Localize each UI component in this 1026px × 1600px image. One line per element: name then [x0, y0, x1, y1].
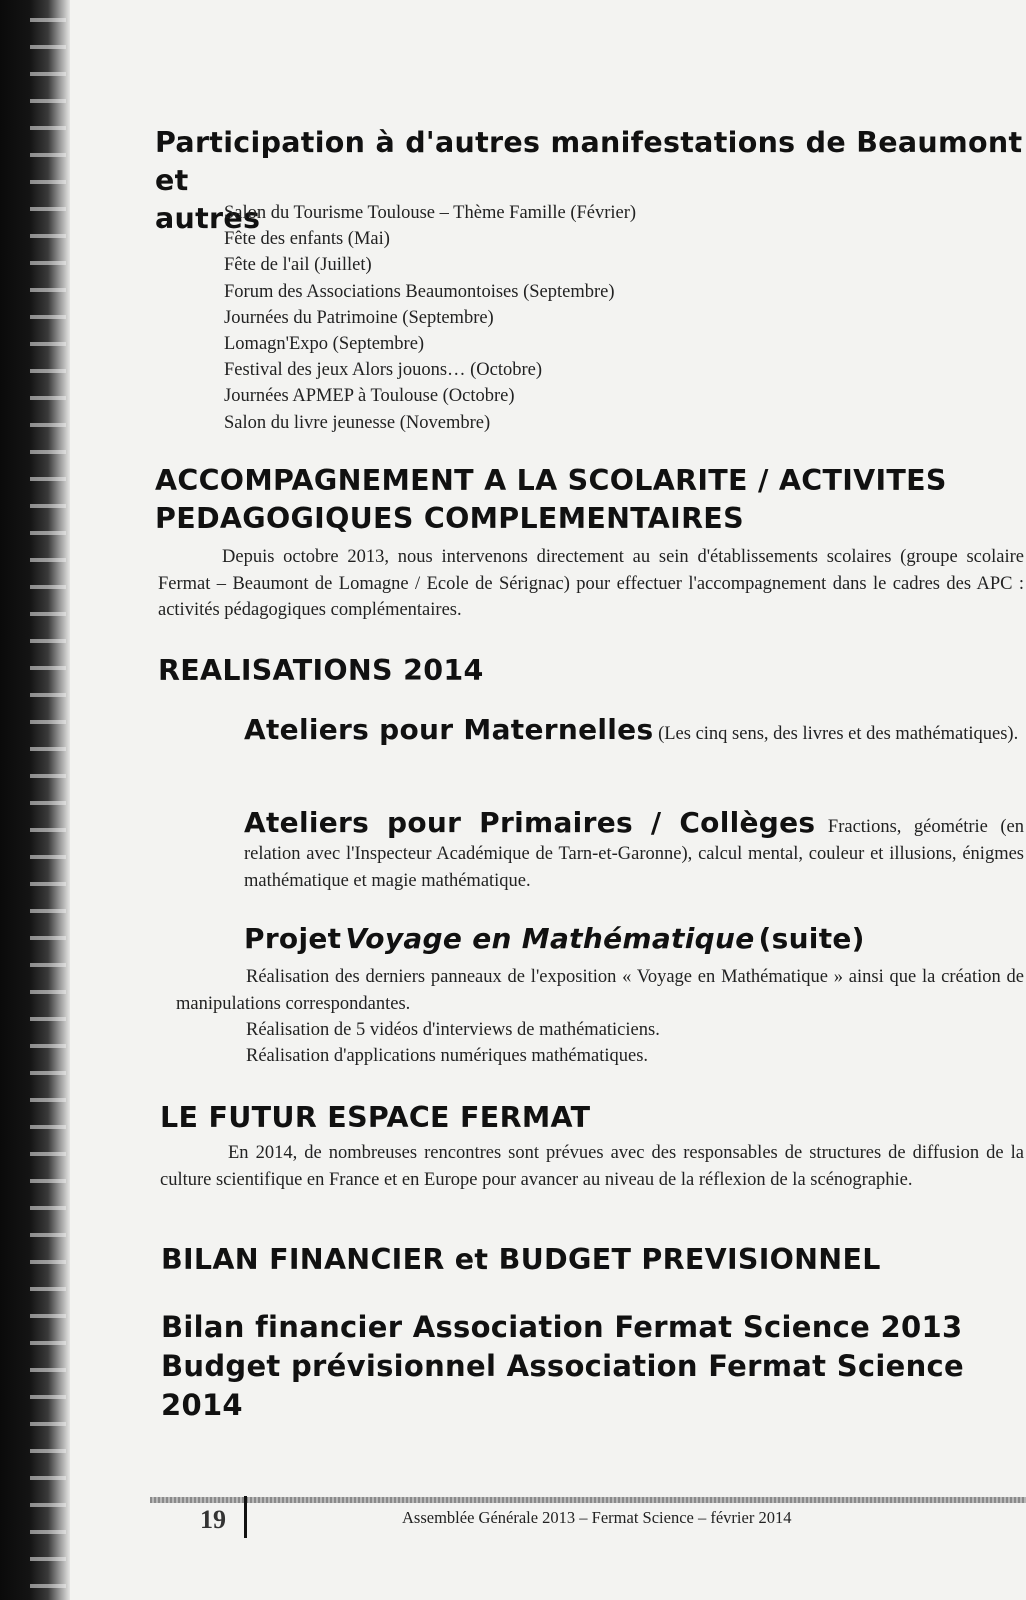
participation-title-line1: Participation à d'autres manifestations de Beaumont et — [155, 126, 1023, 197]
list-item: Fête des enfants (Mai) — [224, 229, 390, 250]
bilan-line-3: 2014 — [161, 1388, 243, 1422]
list-item: Salon du livre jeunesse (Novembre) — [224, 412, 491, 433]
accompagnement-paragraph: Depuis octobre 2013, nous intervenons directement au sein d'établissements scolaires (groupe scolaire Fermat – Beaumont de Lomagne / Ecole de Sérignac) pour effectuer l'accompagnement dans le cadres des APC : activités pédagogiques complémentaires. — [158, 547, 1024, 620]
bilan-line-1: Bilan financier Association Fermat Science 2013 — [161, 1310, 963, 1344]
maternelles-text: (Les cinq sens, des livres et des mathématiques). — [658, 724, 1019, 744]
list-item: Journées du Patrimoine (Septembre) — [224, 307, 494, 328]
accompagnement-title-line1: ACCOMPAGNEMENT A LA SCOLARITE / ACTIVITES — [155, 464, 947, 497]
projet-heading-italic: Voyage en Mathématique — [345, 922, 755, 955]
projet-paragraph-3: Réalisation d'applications numériques mathématiques. — [246, 1046, 649, 1066]
participation-event-list — [224, 200, 636, 436]
projet-heading-suffix: (suite) — [758, 922, 865, 955]
projet-heading-prefix: Projet — [244, 922, 342, 955]
maternelles-block — [244, 712, 1024, 748]
footer-divider — [244, 1496, 247, 1538]
footer-text: Assemblée Générale 2013 – Fermat Science – février 2014 — [402, 1508, 792, 1527]
primaires-text: Fractions, géométrie (en relation avec l'Inspecteur Académique de Tarn-et-Garonne), calcul mental, couleur et illusions, énigmes mathématique et magie mathématique. — [244, 817, 1024, 891]
participation-title-line2: autres — [155, 202, 261, 235]
bilan-line-2: Budget prévisionnel Association Fermat Science — [161, 1349, 964, 1383]
projet-heading — [244, 921, 865, 957]
list-item: Lomagn'Expo (Septembre) — [224, 334, 425, 355]
projet-paragraph-2: Réalisation de 5 vidéos d'interviews de mathématiciens. — [246, 1020, 660, 1040]
page-number: 19 — [200, 1505, 226, 1534]
realisations-title: REALISATIONS 2014 — [158, 654, 484, 687]
list-item: Journées APMEP à Toulouse (Octobre) — [224, 386, 515, 407]
projet-paragraph-1: Réalisation des derniers panneaux de l'exposition « Voyage en Mathématique » ainsi que la création de manipulations correspondantes. — [176, 967, 1024, 1014]
list-item: Fête de l'ail (Juillet) — [224, 255, 372, 276]
bilan-lines — [161, 1308, 1021, 1425]
primaires-heading: Ateliers pour Primaires / Collèges — [244, 806, 816, 839]
list-item: Salon du Tourisme Toulouse – Thème Famille (Février) — [224, 203, 637, 223]
maternelles-heading: Ateliers pour Maternelles — [244, 713, 654, 746]
list-item: Festival des jeux Alors jouons… (Octobre) — [224, 360, 543, 381]
bilan-title: BILAN FINANCIER et BUDGET PREVISIONNEL — [161, 1243, 881, 1276]
accompagnement-heading — [155, 462, 1025, 538]
accompagnement-title-line2: PEDAGOGIQUES COMPLEMENTAIRES — [155, 502, 744, 535]
futur-paragraph: En 2014, de nombreuses rencontres sont prévues avec des responsables de structures de diffusion de la culture scientifique en France et en Europe pour avancer au niveau de la réflexion de la scénographie. — [160, 1143, 1024, 1190]
list-item: Forum des Associations Beaumontoises (Septembre) — [224, 281, 615, 302]
primaires-block — [244, 805, 1024, 894]
footer-rule — [150, 1497, 1026, 1503]
futur-title: LE FUTUR ESPACE FERMAT — [160, 1101, 591, 1134]
